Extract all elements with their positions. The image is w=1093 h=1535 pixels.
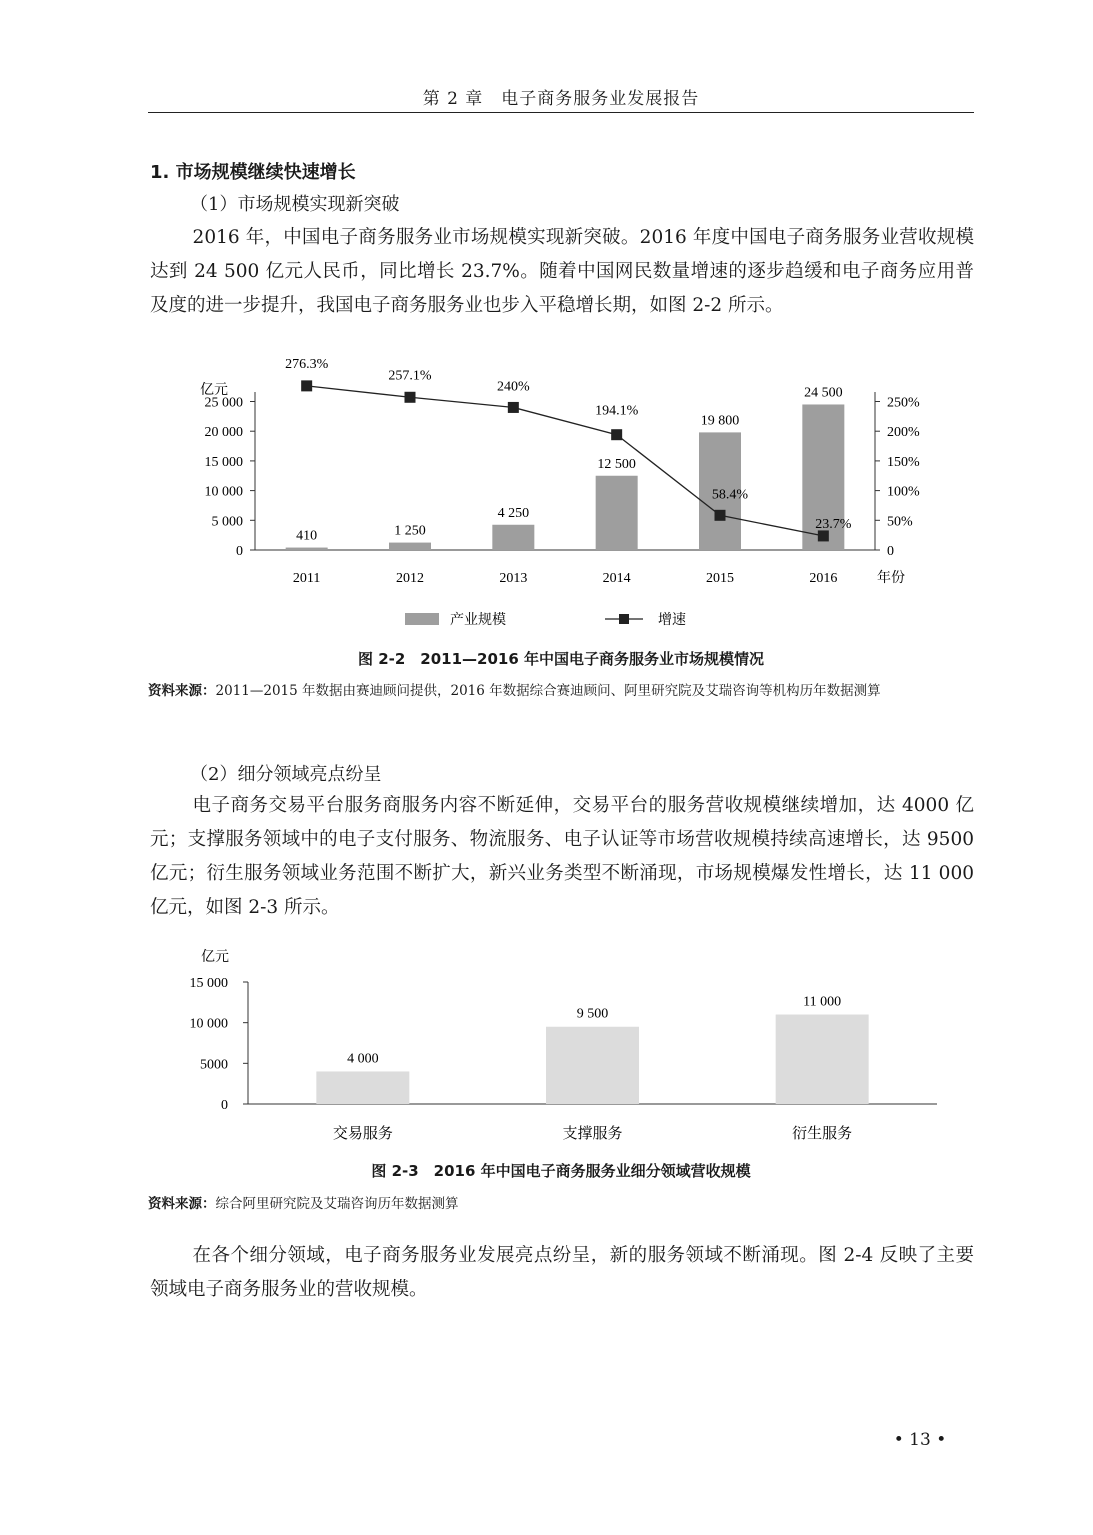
y-tick-label: 10 000 [204, 484, 243, 500]
bar-value-label: 4 000 [347, 1051, 379, 1067]
bar [492, 525, 534, 550]
y2-tick-label: 100% [887, 484, 920, 500]
y-tick-label: 0 [221, 1098, 228, 1113]
bar-value-label: 9 500 [576, 1006, 609, 1022]
figure-2-2-chart [180, 356, 940, 645]
figure-2-3-source [148, 1193, 978, 1216]
figure-2-3-chart [180, 940, 960, 1150]
growth-value-label: 257.1% [388, 368, 432, 384]
bar-value-label: 11 000 [803, 994, 842, 1010]
x-tick-label: 衍生服务 [792, 1126, 853, 1142]
bar [389, 543, 431, 550]
subsection-heading-1: （1）市场规模实现新突破 [190, 194, 400, 215]
y-tick-label: 15 000 [204, 454, 243, 470]
growth-value-label: 240% [496, 379, 530, 395]
section-heading: 1. 市场规模继续快速增长 [150, 162, 356, 183]
paragraph-3: 在各个细分领域，电子商务服务业发展亮点纷呈，新的服务领域不断涌现。图 2-4 反映了主要领域电子商务服务业的营收规模。 [150, 1245, 974, 1300]
y-tick-label: 0 [236, 544, 243, 559]
bar [596, 476, 638, 550]
growth-marker [611, 429, 622, 440]
y2-tick-label: 50% [887, 514, 913, 530]
legend-line-label: 增速 [658, 613, 686, 628]
y-tick-label: 25 000 [204, 395, 243, 411]
bar-value-label: 24 500 [804, 385, 843, 401]
growth-marker [301, 380, 312, 391]
y-axis-label: 亿元 [200, 383, 228, 398]
y-tick-label: 5000 [200, 1057, 228, 1073]
growth-marker [405, 392, 416, 403]
source-label: 资料来源： [148, 1196, 216, 1212]
growth-marker [508, 402, 519, 413]
source-text: 2011—2015 年数据由赛迪顾问提供，2016 年数据综合赛迪顾问、阿里研究院及艾瑞咨询等机构历年数据测算 [215, 683, 881, 699]
growth-line [307, 386, 824, 536]
source-text: 综合阿里研究院及艾瑞咨询历年数据测算 [215, 1196, 459, 1212]
y-axis-label: 亿元 [201, 950, 229, 965]
bar-value-label: 4 250 [497, 505, 530, 521]
y2-tick-label: 0 [887, 544, 894, 559]
bar [776, 1015, 869, 1104]
bar [286, 548, 328, 550]
x-tick-label: 2014 [602, 571, 631, 586]
figure-2-2-source [148, 680, 978, 703]
bar-value-label: 1 250 [394, 523, 426, 539]
y-tick-label: 15 000 [189, 976, 228, 991]
source-label: 资料来源： [148, 683, 216, 699]
figure-2-2-caption: 图 2-2 2011—2016 年中国电子商务服务业市场规模情况 [357, 650, 765, 668]
growth-value-label: 276.3% [285, 356, 329, 372]
growth-value-label: 194.1% [595, 403, 639, 419]
x-axis-label: 年份 [877, 571, 905, 586]
header-rule [148, 112, 974, 113]
legend-line-marker [619, 614, 629, 624]
x-tick-label: 2011 [292, 571, 321, 586]
bar-value-label: 12 500 [597, 456, 636, 472]
bar [546, 1027, 639, 1104]
running-header: 第 2 章 电子商务服务业发展报告 [422, 89, 700, 109]
x-tick-label: 交易服务 [332, 1126, 393, 1142]
y-tick-label: 5 000 [211, 514, 243, 530]
y2-tick-label: 250% [887, 395, 920, 411]
growth-marker [818, 530, 829, 541]
growth-marker [715, 510, 726, 521]
subsection-heading-2: （2）细分领域亮点纷呈 [190, 764, 382, 785]
growth-value-label: 23.7% [815, 516, 852, 532]
x-tick-label: 2013 [499, 571, 528, 586]
y-tick-label: 20 000 [204, 425, 243, 441]
growth-value-label: 58.4% [711, 487, 749, 503]
bar [316, 1071, 409, 1104]
x-tick-label: 2015 [706, 571, 734, 586]
page-number: • 13 • [893, 1430, 947, 1450]
legend-bar-label: 产业规模 [450, 613, 506, 628]
bar-value-label: 19 800 [700, 413, 740, 429]
x-tick-label: 2012 [396, 571, 424, 586]
x-tick-label: 支撑服务 [562, 1126, 623, 1142]
y2-tick-label: 150% [887, 454, 920, 470]
y-tick-label: 10 000 [189, 1016, 228, 1032]
x-tick-label: 2016 [809, 571, 838, 586]
figure-2-3-caption: 图 2-3 2016 年中国电子商务服务业细分领域营收规模 [371, 1162, 751, 1180]
legend-bar-swatch [405, 613, 439, 625]
bar-value-label: 410 [296, 528, 318, 544]
paragraph-1: 2016 年，中国电子商务服务业市场规模实现新突破。2016 年度中国电子商务服务业营收规模达到 24 500 亿元人民币，同比增长 23.7%。随着中国网民数量增速的逐步趋缓和电子商务应用普及度的进一步提升，我国电子商务服务业也步入平稳增长期，如图 2-2 所示。 [150, 227, 974, 316]
y2-tick-label: 200% [887, 425, 920, 441]
paragraph-2: 电子商务交易平台服务商服务内容不断延伸，交易平台的服务营收规模继续增加，达 4000 亿元；支撑服务领域中的电子支付服务、物流服务、电子认证等市场营收规模持续高速增长，达 9500 亿元；衍生服务领域业务范围不断扩大，新兴业务类型不断涌现，市场规模爆发性增长，达 11 000 亿元，如图 2-3 所示。 [150, 795, 974, 918]
